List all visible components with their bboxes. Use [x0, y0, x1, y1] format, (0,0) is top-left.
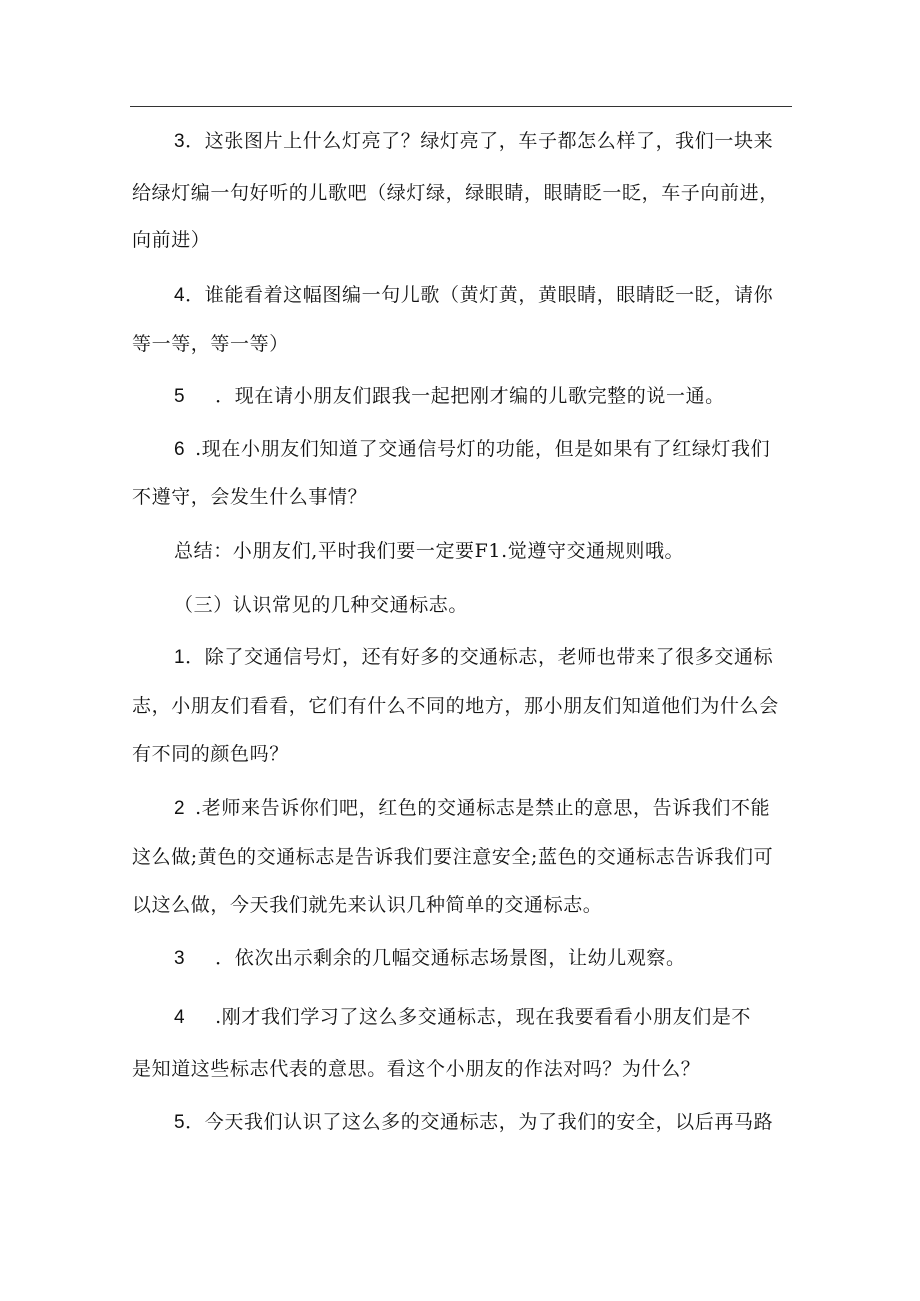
paragraph-text: ．依次出示剩余的几幅交通标志场景图，让幼儿观察。 — [215, 947, 686, 969]
paragraph-3-line-1 — [174, 129, 773, 154]
item-4-line-1 — [174, 1005, 751, 1030]
item-2-line-2: 这么做;黄色的交通标志是告诉我们要注意安全;蓝色的交通标志告诉我们可 — [132, 846, 774, 868]
item-1-line-3: 有不同的颜色吗？ — [132, 743, 289, 765]
item-1-line-2: 志，小朋友们看看，它们有什么不同的地方，那小朋友们知道他们为什么会 — [132, 695, 779, 717]
paragraph-text: .老师来告诉你们吧，红色的交通标志是禁止的意思，告诉我们不能 — [195, 797, 771, 819]
item-5-line-1 — [174, 1110, 773, 1135]
item-number: 1 — [174, 647, 186, 668]
item-1-line-1 — [174, 645, 773, 670]
item-number: 3 — [174, 948, 186, 969]
paragraph-3-line-3: 向前进） — [132, 229, 211, 251]
item-2-line-3: 以这么做，今天我们就先来认识几种简单的交通标志。 — [132, 894, 603, 916]
item-3-line-1 — [174, 946, 686, 971]
item-number: 4 — [174, 285, 186, 306]
paragraph-text: ．这张图片上什么灯亮了？绿灯亮了，车子都怎么样了，我们一块来 — [185, 130, 774, 152]
paragraph-text: ．今天我们认识了这么多的交通标志，为了我们的安全，以后再马路 — [185, 1111, 774, 1133]
item-number: 2 — [174, 798, 186, 819]
summary-line: 总结：小朋友们,平时我们要一定要F1.觉遵守交通规则哦。 — [174, 540, 685, 562]
item-number: 3 — [174, 131, 186, 152]
item-4-line-2: 是知道这些标志代表的意思。看这个小朋友的作法对吗？为什么？ — [132, 1058, 701, 1080]
item-number: 6 — [174, 439, 186, 460]
paragraph-text: ．除了交通信号灯，还有好多的交通标志，老师也带来了很多交通标 — [185, 646, 774, 668]
paragraph-3-line-2: 给绿灯编一句好听的儿歌吧（绿灯绿，绿眼睛，眼睛眨一眨，车子向前进， — [132, 182, 779, 204]
item-number: 4 — [174, 1007, 186, 1028]
paragraph-text: ．现在请小朋友们跟我一起把刚才编的儿歌完整的说一通。 — [215, 385, 725, 407]
header-rule — [130, 106, 792, 107]
paragraph-text: .刚才我们学习了这么多交通标志，现在我要看看小朋友们是不 — [215, 1006, 752, 1028]
paragraph-text: ．谁能看着这幅图编一句儿歌（黄灯黄，黄眼睛，眼睛眨一眨，请你 — [185, 284, 774, 306]
section-heading: （三）认识常见的几种交通标志。 — [174, 594, 469, 616]
paragraph-5-line-1 — [174, 384, 725, 409]
item-number: 5 — [174, 1112, 186, 1133]
paragraph-4-line-1 — [174, 283, 773, 308]
paragraph-6-line-1 — [174, 437, 770, 462]
paragraph-text: .现在小朋友们知道了交通信号灯的功能，但是如果有了红绿灯我们 — [195, 438, 771, 460]
paragraph-6-line-2: 不遵守，会发生什么事情？ — [132, 486, 368, 508]
item-number: 5 — [174, 386, 186, 407]
item-2-line-1 — [174, 796, 770, 821]
paragraph-4-line-2: 等一等，等一等） — [132, 333, 289, 355]
